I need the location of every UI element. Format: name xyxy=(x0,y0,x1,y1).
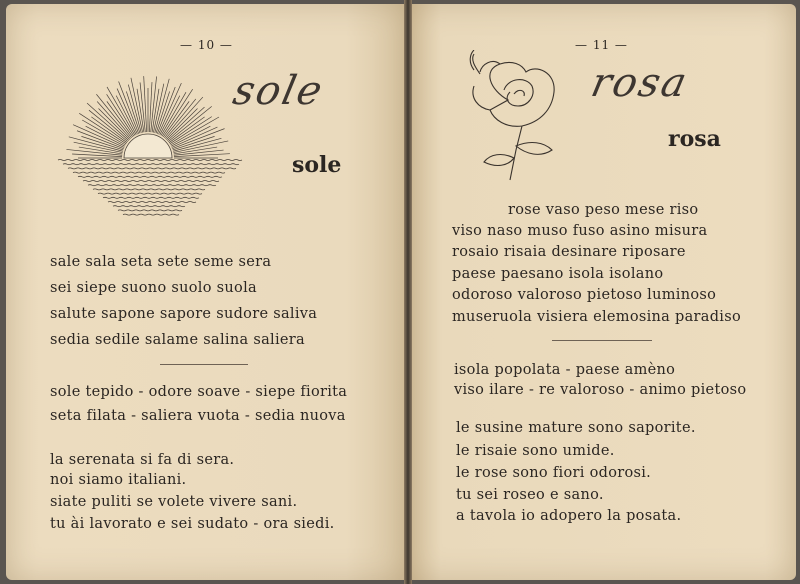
text-line: sedia sedile salame salina saliera xyxy=(50,332,305,348)
text-line: siate puliti se volete vivere sani. xyxy=(50,494,298,510)
text-line: viso naso muso fuso asino misura xyxy=(452,223,708,239)
divider-rule xyxy=(160,364,248,365)
text-line: sale sala seta sete seme sera xyxy=(50,254,272,270)
text-line: noi siamo italiani. xyxy=(50,472,187,488)
text-line: la serenata si fa di sera. xyxy=(50,452,235,468)
text-line: tu ài lavorato e sei sudato - ora siedi. xyxy=(50,516,335,532)
text-line: a tavola io adopero la posata. xyxy=(456,508,682,524)
sunset-illustration xyxy=(48,66,248,226)
text-line: isola popolata - paese amèno xyxy=(454,362,676,378)
page-number-left: — 10 — xyxy=(180,38,233,52)
text-line: viso ilare - re valoroso - animo pietoso xyxy=(454,382,747,398)
divider-rule xyxy=(552,340,652,341)
text-line: museruola visiera elemosina paradiso xyxy=(452,309,742,325)
text-line: salute sapone sapore sudore saliva xyxy=(50,306,318,322)
text-line: seta filata - saliera vuota - sedia nuova xyxy=(50,408,346,424)
text-line: sei siepe suono suolo suola xyxy=(50,280,257,296)
text-line: le rose sono fiori odorosi. xyxy=(456,465,652,481)
book-gutter xyxy=(404,0,412,584)
text-line: rose vaso peso mese riso xyxy=(508,202,699,218)
text-line: paese paesano isola isolano xyxy=(452,266,664,282)
text-line: odoroso valoroso pietoso luminoso xyxy=(452,287,717,303)
text-line: tu sei roseo e sano. xyxy=(456,487,604,503)
bold-word-rosa: rosa xyxy=(668,126,721,152)
text-line: rosaio risaia desinare riposare xyxy=(452,244,686,260)
text-line: le susine mature sono saporite. xyxy=(456,420,696,436)
page-number-right: — 11 — xyxy=(575,38,628,52)
rose-illustration xyxy=(460,50,570,190)
bold-word-sole: sole xyxy=(292,152,342,178)
text-line: sole tepido - odore soave - siepe fiorita xyxy=(50,384,348,400)
script-word-sole: sole xyxy=(229,68,328,114)
text-line: le risaie sono umide. xyxy=(456,443,615,459)
script-word-rosa: rosa xyxy=(587,60,693,106)
